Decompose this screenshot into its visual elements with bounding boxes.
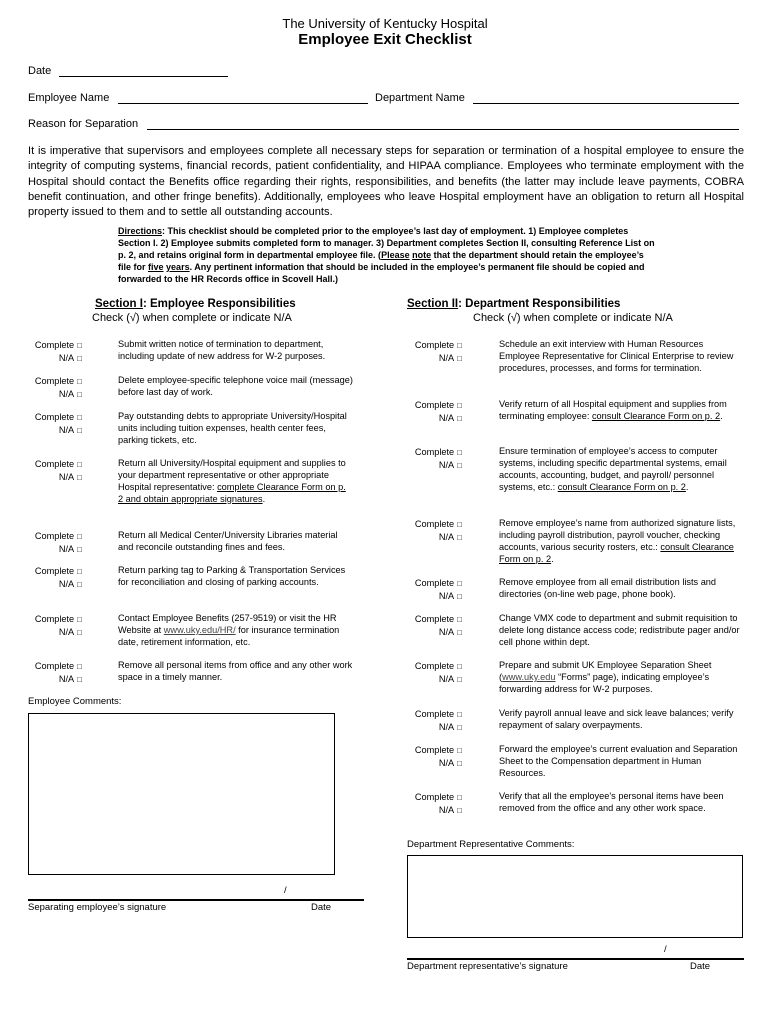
- complete-label: Complete: [34, 614, 75, 624]
- form-title: Employee Exit Checklist: [298, 31, 472, 48]
- checkbox[interactable]: □: [457, 710, 462, 719]
- directions-text-2: that the department should retain the employee’s file for: [118, 250, 644, 272]
- clearance-form-link[interactable]: consult Clearance Form on p. 2: [557, 481, 686, 492]
- na-label: N/A: [438, 758, 455, 768]
- complete-label: Complete: [414, 578, 455, 588]
- note-word: note: [412, 250, 432, 260]
- complete-label: Complete: [414, 661, 455, 671]
- checkbox[interactable]: □: [457, 723, 462, 732]
- checkbox[interactable]: □: [457, 448, 462, 457]
- section2-prefix: Section II: [407, 298, 459, 310]
- s2-check-6[interactable]: [400, 613, 462, 639]
- na-label: N/A: [438, 805, 455, 815]
- please-word: Please: [381, 250, 410, 260]
- checkbox[interactable]: □: [457, 461, 462, 470]
- checkbox[interactable]: □: [457, 533, 462, 542]
- s2-check-9[interactable]: [400, 744, 462, 770]
- s2-check-4[interactable]: [400, 518, 462, 544]
- complete-label: Complete: [414, 519, 455, 529]
- complete-label: Complete: [414, 614, 455, 624]
- na-label: N/A: [58, 627, 75, 637]
- date-label: Date: [28, 65, 52, 77]
- reason-field[interactable]: [147, 129, 739, 130]
- s2-item-4-text: Remove employee’s name from authorized signature lists, including payroll distribution, payroll voucher, checking accounts, various security rosters, etc.:: [499, 518, 736, 552]
- section2-subtitle: Check (√) when complete or indicate N/A: [473, 312, 673, 324]
- na-label: N/A: [438, 460, 455, 470]
- complete-label: Complete: [414, 745, 455, 755]
- checkbox[interactable]: □: [457, 806, 462, 815]
- employee-sig-slash: /: [284, 885, 287, 896]
- intro-paragraph: It is imperative that supervisors and employees complete all necessary steps for separation or termination of a hospital employee to ensure the integrity of computing systems, financial records, patient confidentiality, and HIPAA compliance. Employees who terminate employment with the Hospital should contact the Benefits office regarding their rights, responsibilities, and benefits (the latter may include leave payments, COBRA benefit continuation, and other fringe benefits). Additionally, employees who leave Hospital employment have an obligation to return all Hospital property issued to them and to settle all outstanding accounts.: [28, 145, 744, 219]
- checkbox[interactable]: □: [457, 675, 462, 684]
- na-label: N/A: [438, 591, 455, 601]
- checkbox[interactable]: □: [77, 426, 82, 435]
- s1-item-7-end: for insurance termination date, retirement information, etc.: [118, 624, 340, 647]
- checkbox[interactable]: □: [77, 580, 82, 589]
- s1-item-7-text: Contact Employee Benefits (257-9519) or visit the HR Website at: [118, 613, 337, 635]
- s1-check-3[interactable]: [20, 411, 82, 437]
- s1-item-4-link: complete Clearance Form on p. 2 and obtain appropriate signatures: [118, 481, 346, 504]
- complete-label: Complete: [414, 709, 455, 719]
- s1-item-5: Return all Medical Center/University Libraries material and reconcile outstanding fines and fees.: [118, 530, 338, 552]
- s1-check-4[interactable]: [20, 458, 82, 484]
- s2-check-2[interactable]: [400, 399, 462, 425]
- complete-label: Complete: [34, 661, 75, 671]
- na-label: N/A: [438, 353, 455, 363]
- s2-check-7[interactable]: [400, 660, 462, 686]
- s1-item-1: Submit written notice of termination to department, including update of new address for W-2 purposes.: [118, 339, 326, 361]
- date-field[interactable]: [59, 76, 228, 77]
- clearance-form-link[interactable]: consult Clearance Form on p. 2: [499, 541, 734, 564]
- dept-comments-box[interactable]: [407, 855, 743, 938]
- checkbox[interactable]: □: [77, 567, 82, 576]
- checkbox[interactable]: □: [457, 401, 462, 410]
- section2-title: [407, 298, 620, 310]
- checkbox[interactable]: □: [77, 662, 82, 671]
- s2-item-1: Schedule an exit interview with Human Resources Employee Representative for Clinical Enterprise to review procedures, processes, and forms for termination.: [499, 339, 734, 373]
- na-label: N/A: [438, 627, 455, 637]
- hr-website-link[interactable]: www.uky.edu/HR/: [163, 624, 236, 635]
- checkbox[interactable]: □: [457, 520, 462, 529]
- s2-item-3-text: Ensure termination of employee’s access to computer systems, including specific departmental systems, email accounts, accounting, budget, and payroll/ personnel systems, etc.:: [499, 446, 727, 492]
- na-label: N/A: [58, 579, 75, 589]
- s1-item-7: [118, 613, 353, 649]
- hospital-name: The University of Kentucky Hospital: [282, 16, 488, 31]
- s2-item-2-text: Verify return of all Hospital equipment and supplies from terminating employee:: [499, 399, 727, 421]
- checkbox[interactable]: □: [457, 793, 462, 802]
- s2-item-10: Verify that all the employee’s personal items have been removed from the office and any other work space.: [499, 791, 724, 813]
- section1-prefix: Section I: [95, 298, 143, 310]
- complete-label: Complete: [34, 412, 75, 422]
- complete-label: Complete: [414, 447, 455, 457]
- s1-item-2: Delete employee-specific telephone voice mail (message) before last day of work.: [118, 375, 353, 397]
- na-label: N/A: [58, 674, 75, 684]
- employee-signature-line[interactable]: [28, 899, 364, 901]
- employee-comments-box[interactable]: [28, 713, 335, 875]
- s1-item-4-end: .: [262, 493, 266, 504]
- directions-text: : This checklist should be completed prior to the employee’s last day of employment. 1) Employee completes Section I. 2) Employee submits completed form to manager. 3) Department completes Section II, consulting Reference List on p. 2, and retains original form in departmental employee file. (: [118, 226, 655, 260]
- complete-label: Complete: [34, 566, 75, 576]
- years-word: years: [166, 262, 190, 272]
- s1-item-4-text: Return all University/Hospital equipment and supplies to your department representative or other appropriate Hospital representative:: [118, 458, 346, 492]
- checkbox[interactable]: □: [77, 390, 82, 399]
- directions: [118, 225, 658, 285]
- checkbox[interactable]: □: [457, 414, 462, 423]
- checkbox[interactable]: □: [457, 615, 462, 624]
- uky-website-link[interactable]: www.uky.edu: [502, 671, 556, 682]
- s2-item-4-end: .: [551, 553, 554, 564]
- complete-label: Complete: [34, 376, 75, 386]
- na-label: N/A: [58, 389, 75, 399]
- s2-check-3[interactable]: [400, 446, 462, 472]
- section2-title-rest: : Department Responsibilities: [458, 298, 621, 310]
- section1-title-rest: : Employee Responsibilities: [142, 298, 296, 310]
- na-label: N/A: [438, 674, 455, 684]
- s2-item-7: [499, 660, 744, 696]
- five-word: five: [148, 262, 164, 272]
- checkbox[interactable]: □: [77, 675, 82, 684]
- employee-signature-label: Separating employee’s signature: [28, 902, 167, 913]
- s1-item-3: Pay outstanding debts to appropriate University/Hospital units including tuition expenses, health center fees, parking tickets, etc.: [118, 411, 347, 445]
- na-label: N/A: [438, 413, 455, 423]
- s2-item-8: Verify payroll annual leave and sick leave balances; verify repayment of salary overpayments.: [499, 708, 734, 730]
- checkbox[interactable]: □: [457, 746, 462, 755]
- na-label: N/A: [58, 472, 75, 482]
- checkbox[interactable]: □: [457, 628, 462, 637]
- checkbox[interactable]: □: [457, 759, 462, 768]
- dept-date-label: Date: [690, 961, 711, 972]
- checkbox[interactable]: □: [77, 377, 82, 386]
- s1-item-6: Return parking tag to Parking & Transportation Services for reconciliation and closing of parking accounts.: [118, 565, 346, 587]
- s2-item-7-text: Prepare and submit UK Employee Separation Sheet (: [499, 660, 712, 682]
- s1-check-6[interactable]: [20, 565, 82, 591]
- checkbox[interactable]: □: [77, 341, 82, 350]
- s1-check-1[interactable]: [20, 339, 82, 365]
- checkbox[interactable]: □: [457, 592, 462, 601]
- employee-name-label: Employee Name: [28, 92, 110, 104]
- checkbox[interactable]: □: [77, 354, 82, 363]
- na-label: N/A: [58, 425, 75, 435]
- dept-signature-label: Department representative’s signature: [407, 961, 568, 972]
- s2-item-7-end: “Forms” page), indicating employee’s forwarding address for W-2 purposes.: [499, 671, 710, 694]
- complete-label: Complete: [34, 340, 75, 350]
- complete-label: Complete: [34, 531, 75, 541]
- complete-label: Complete: [34, 459, 75, 469]
- complete-label: Complete: [414, 340, 455, 350]
- s1-check-5[interactable]: [20, 530, 82, 556]
- section1-title: [95, 298, 296, 310]
- s2-item-3-end: .: [685, 481, 689, 492]
- checkbox[interactable]: □: [77, 615, 82, 624]
- checkbox[interactable]: □: [457, 341, 462, 350]
- dept-comments-label: Department Representative Comments:: [407, 839, 575, 850]
- complete-label: Complete: [414, 792, 455, 802]
- dept-sig-slash: /: [664, 944, 667, 955]
- na-label: N/A: [58, 353, 75, 363]
- checkbox[interactable]: □: [457, 662, 462, 671]
- s2-item-2: [499, 399, 744, 423]
- checkbox[interactable]: □: [77, 413, 82, 422]
- na-label: N/A: [58, 544, 75, 554]
- s2-check-10[interactable]: [400, 791, 462, 817]
- checkbox[interactable]: □: [457, 354, 462, 363]
- s1-item-8: Remove all personal items from office and any other work space in a timely manner.: [118, 660, 353, 682]
- complete-label: Complete: [414, 400, 455, 410]
- clearance-form-link[interactable]: consult Clearance Form on p. 2: [591, 410, 721, 421]
- s2-item-6: Change VMX code to department and submit requisition to delete long distance access code; redistribute pager and/or cell phone within dept.: [499, 613, 740, 647]
- checkbox[interactable]: □: [77, 460, 82, 469]
- s2-item-2-end: .: [720, 410, 723, 421]
- department-name-label: Department Name: [375, 92, 465, 104]
- department-name-field[interactable]: [473, 103, 739, 104]
- reason-label: Reason for Separation: [28, 118, 139, 130]
- na-label: N/A: [438, 722, 455, 732]
- directions-label: Directions: [118, 226, 163, 236]
- s2-item-3: [499, 446, 744, 494]
- checkbox[interactable]: □: [77, 545, 82, 554]
- checkbox[interactable]: □: [77, 628, 82, 637]
- directions-text-3: . Any pertinent information that should be included in the employee’s permanent file should be copied and forwarded to the HR Records office in Scovell Hall.): [118, 262, 645, 284]
- s1-check-8[interactable]: [20, 660, 82, 686]
- s2-item-9: Forward the employee’s current evaluation and Separation Sheet to the Compensation department in Human Resources.: [499, 744, 738, 778]
- dept-signature-line[interactable]: [407, 958, 744, 960]
- s1-item-4: [118, 458, 353, 506]
- checkbox[interactable]: □: [77, 473, 82, 482]
- employee-comments-label: Employee Comments:: [28, 696, 122, 707]
- employee-name-field[interactable]: [118, 103, 368, 104]
- s1-check-7[interactable]: [20, 613, 82, 639]
- s2-check-5[interactable]: [400, 577, 462, 603]
- s1-check-2[interactable]: [20, 375, 82, 401]
- na-label: N/A: [438, 532, 455, 542]
- s2-check-1[interactable]: [400, 339, 462, 365]
- s2-check-8[interactable]: [400, 708, 462, 734]
- checkbox[interactable]: □: [457, 579, 462, 588]
- section1-subtitle: Check (√) when complete or indicate N/A: [92, 312, 292, 324]
- s2-item-4: [499, 518, 744, 566]
- checkbox[interactable]: □: [77, 532, 82, 541]
- s2-item-5: Remove employee from all email distribution lists and directories (on-line web page, phone book).: [499, 577, 717, 599]
- employee-date-label: Date: [311, 902, 332, 913]
